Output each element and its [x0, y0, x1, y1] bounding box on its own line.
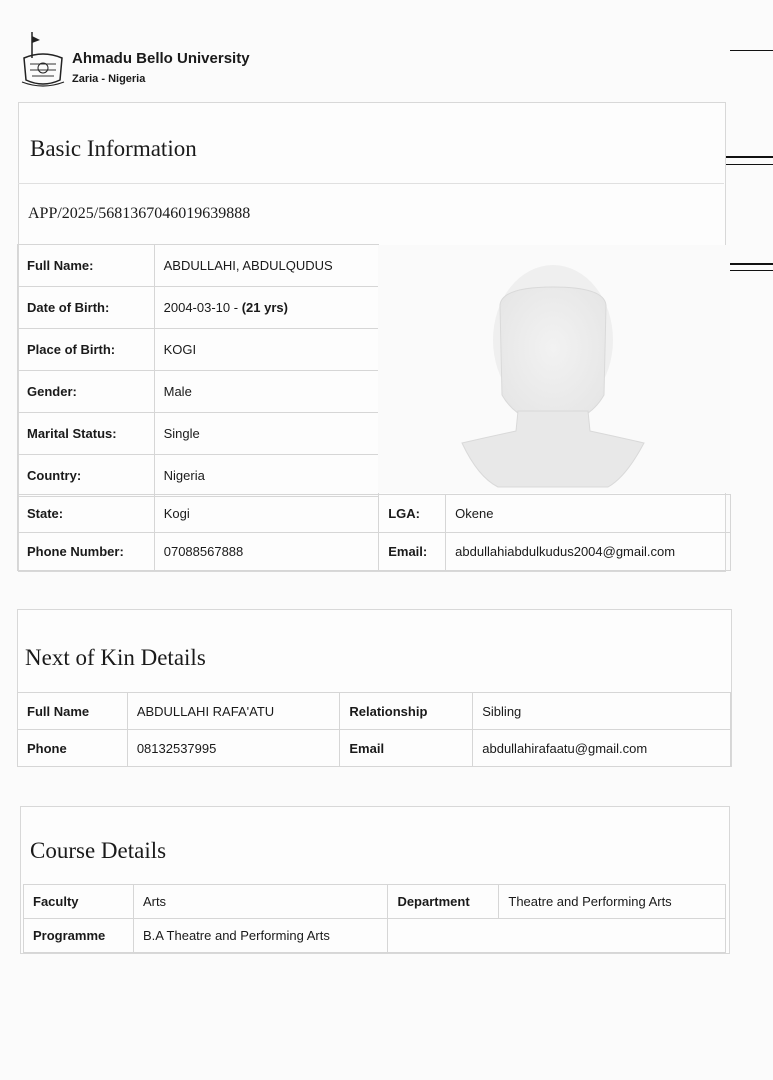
- avatar-placeholder-icon: [378, 245, 730, 493]
- date-of-birth-value: [154, 287, 378, 329]
- table-row: [18, 413, 379, 455]
- university-crest-logo: [20, 30, 66, 88]
- field-label: Phone Number:: [18, 533, 155, 571]
- field-label: Full Name:: [18, 245, 155, 287]
- programme-value: B.A Theatre and Performing Arts: [133, 919, 388, 953]
- gender-value: Male: [154, 371, 378, 413]
- table-row: [18, 730, 731, 767]
- field-label: Country:: [18, 455, 155, 497]
- table-row: [18, 693, 731, 730]
- course-details-table: [23, 884, 726, 953]
- next-of-kin-table: [17, 692, 731, 767]
- place-of-birth-value: KOGI: [154, 329, 378, 371]
- field-label: State:: [18, 495, 155, 533]
- table-row: [18, 245, 379, 287]
- university-name: Ahmadu Bello University: [72, 50, 250, 67]
- table-row: [18, 495, 731, 533]
- email-value: abdullahiabdulkudus2004@gmail.com: [446, 533, 731, 571]
- field-label: Programme: [24, 919, 134, 953]
- dob-date: 2004-03-10 -: [163, 300, 242, 315]
- marital-status-value: Single: [154, 413, 378, 455]
- table-row: [18, 371, 379, 413]
- table-row: [18, 533, 731, 571]
- field-label: Department: [388, 885, 499, 919]
- faculty-value: Arts: [133, 885, 388, 919]
- field-label: Phone: [18, 730, 128, 767]
- contact-info-table: [17, 494, 731, 571]
- field-label: Email:: [379, 533, 446, 571]
- department-value: Theatre and Performing Arts: [499, 885, 726, 919]
- university-header: [20, 30, 420, 90]
- country-value: Nigeria: [154, 455, 378, 497]
- scan-artifact: [730, 50, 773, 51]
- university-location: Zaria - Nigeria: [72, 73, 146, 85]
- course-details-title: Course Details: [30, 838, 167, 863]
- field-label: Faculty: [24, 885, 134, 919]
- field-label: Gender:: [18, 371, 155, 413]
- kin-phone-value: 08132537995: [127, 730, 340, 767]
- table-row: [18, 455, 379, 497]
- field-label: Full Name: [18, 693, 128, 730]
- lga-value: Okene: [446, 495, 731, 533]
- kin-name-value: ABDULLAHI RAFA'ATU: [127, 693, 340, 730]
- field-label: Place of Birth:: [18, 329, 155, 371]
- table-row: [18, 287, 379, 329]
- kin-email-value: abdullahirafaatu@gmail.com: [473, 730, 731, 767]
- full-name-value: ABDULLAHI, ABDULQUDUS: [154, 245, 378, 287]
- field-label: Email: [340, 730, 473, 767]
- state-value: Kogi: [154, 495, 378, 533]
- application-number: APP/2025/5681367046019639888: [28, 205, 251, 222]
- basic-info-title: Basic Information: [30, 136, 197, 161]
- field-label: Relationship: [340, 693, 473, 730]
- dob-age: (21 yrs): [241, 300, 288, 315]
- empty-cell: [388, 919, 726, 953]
- table-row: [24, 919, 726, 953]
- profile-photo: [378, 245, 730, 493]
- field-label: Date of Birth:: [18, 287, 155, 329]
- next-of-kin-title: Next of Kin Details: [25, 645, 206, 670]
- basic-info-table: [17, 244, 379, 497]
- divider: [18, 183, 724, 184]
- field-label: Marital Status:: [18, 413, 155, 455]
- kin-relationship-value: Sibling: [473, 693, 731, 730]
- table-row: [24, 885, 726, 919]
- phone-value: 07088567888: [154, 533, 378, 571]
- field-label: LGA:: [379, 495, 446, 533]
- table-row: [18, 329, 379, 371]
